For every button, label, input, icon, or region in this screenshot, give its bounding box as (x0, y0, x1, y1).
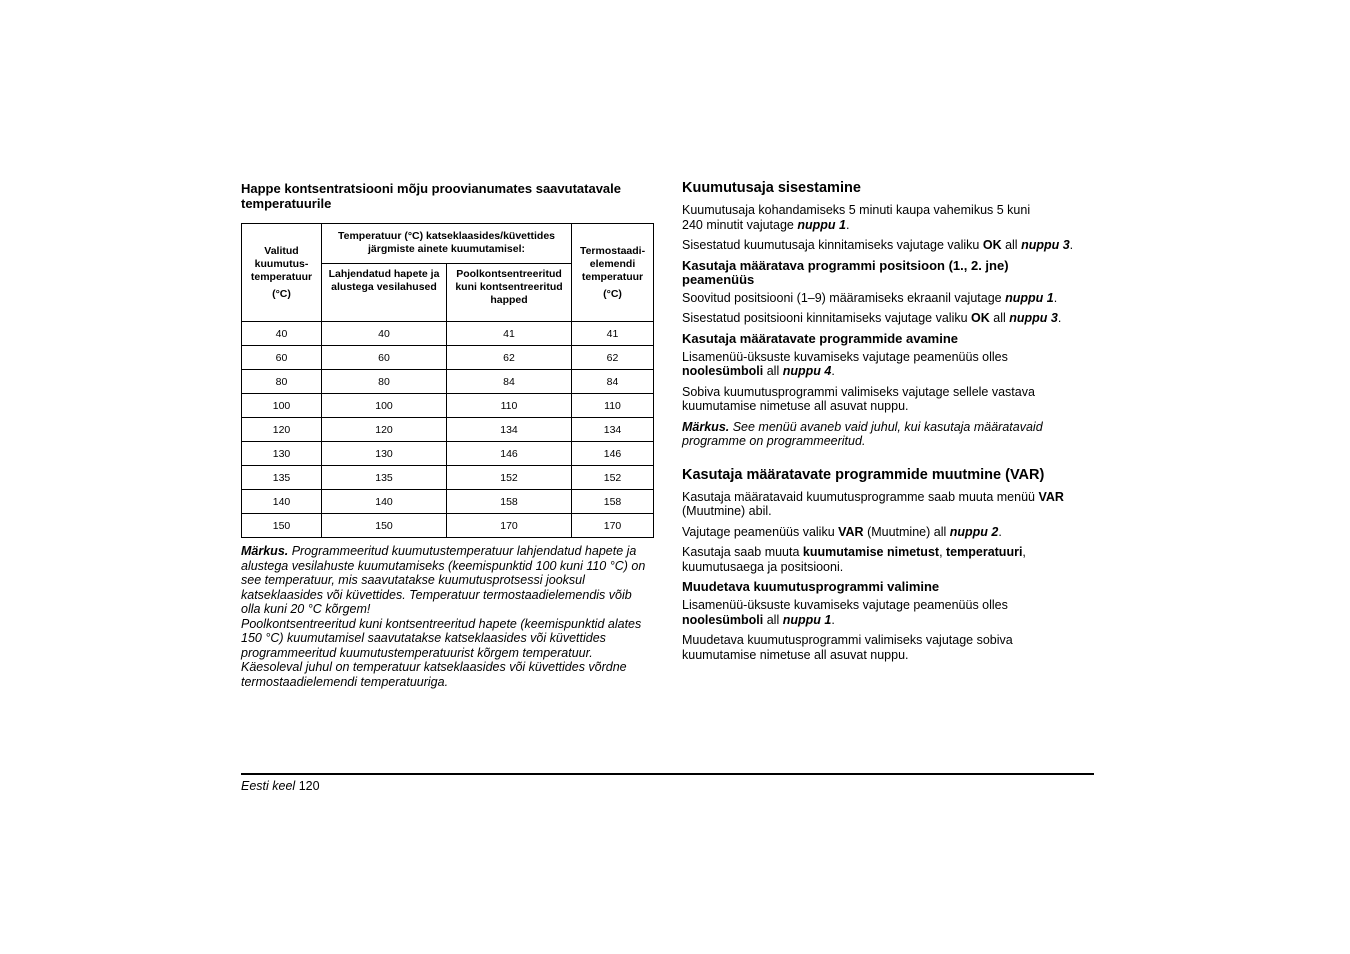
table-cell: 62 (572, 346, 654, 370)
para-open-1: Lisamenüü-üksuste kuvamiseks vajutage peamenüüs olles noolesümboli all nuppu 4. (682, 349, 1008, 378)
table-cell: 80 (322, 370, 447, 394)
table-cell: 140 (242, 490, 322, 514)
table-cell: 150 (322, 514, 447, 538)
header-group: Temperatuur (°C) katseklaasides/küvettides järgmiste ainete kuumutamisel: (322, 224, 572, 264)
table-cell: 135 (322, 466, 447, 490)
table-cell: 110 (572, 394, 654, 418)
heading-var: Kasutaja määratavate programmide muutmine (VAR) (682, 466, 1045, 483)
para-sel-2: Muudetava kuumutusprogrammi valimiseks vajutage sobiva kuumutamise nimetuse all asuvat nuppu. (682, 633, 1013, 662)
table-cell: 100 (322, 394, 447, 418)
table-cell: 41 (447, 322, 572, 346)
table-row (242, 322, 654, 346)
table-title: Happe kontsentratsiooni mõju proovianumates saavutatavale temperatuurile (241, 181, 621, 211)
para-time-2: Sisestatud kuumutusaja kinnitamiseks vajutage valiku OK all nuppu 3. (682, 238, 1074, 252)
table-cell: 158 (572, 490, 654, 514)
table-cell: 120 (242, 418, 322, 442)
para-pos-2: Sisestatud positsiooni kinnitamiseks vajutage valiku OK all nuppu 3. (682, 311, 1062, 325)
table-cell: 158 (447, 490, 572, 514)
table-cell: 60 (322, 346, 447, 370)
table-cell: 134 (447, 418, 572, 442)
heading-select-program: Muudetava kuumutusprogrammi valimine (682, 579, 940, 594)
table-cell: 100 (242, 394, 322, 418)
para-time-1: Kuumutusaja kohandamiseks 5 minuti kaupa vahemikus 5 kuni 240 minutit vajutage nuppu 1. (682, 203, 1031, 232)
heading-heating-time: Kuumutusaja sisestamine (682, 180, 861, 196)
header-selected-temp: Valitud kuumutus- temperatuur (°C) (242, 224, 322, 322)
table-cell: 152 (447, 466, 572, 490)
para-var-2: Vajutage peamenüüs valiku VAR (Muutmine) all nuppu 2. (682, 524, 1002, 539)
table-row (242, 370, 654, 394)
table-cell: 40 (322, 322, 447, 346)
para-pos-1: Soovitud positsiooni (1–9) määramiseks ekraanil vajutage nuppu 1. (682, 290, 1058, 305)
table-row (242, 346, 654, 370)
table-cell: 130 (242, 442, 322, 466)
table-cell: 40 (242, 322, 322, 346)
table-cell: 110 (447, 394, 572, 418)
heading-position: Kasutaja määratava programmi positsioon (1., 2. jne) peamenüüs (682, 257, 1009, 287)
page-footer (241, 779, 320, 793)
table-cell: 140 (322, 490, 447, 514)
table-cell: 146 (572, 442, 654, 466)
para-var-1: Kasutaja määratavaid kuumutusprogramme saab muuta menüü VAR (Muutmine) abil. (682, 489, 1064, 518)
header-dilute: Lahjendatud hapete ja alustega vesilahused (322, 264, 447, 322)
table-cell: 84 (572, 370, 654, 394)
table-row (242, 466, 654, 490)
table-cell: 135 (242, 466, 322, 490)
table-cell: 150 (242, 514, 322, 538)
table-cell: 62 (447, 346, 572, 370)
para-open-2: Sobiva kuumutusprogrammi valimiseks vajutage sellele vastava kuumutamise nimetuse all asuvat nuppu. (682, 384, 1035, 413)
para-var-3: Kasutaja saab muuta kuumutamise nimetust, temperatuuri, kuumutusaega ja positsiooni. (682, 545, 1026, 574)
table-row (242, 442, 654, 466)
header-concentrated: Poolkontsentreeritud kuni kontsentreeritud happed (447, 264, 572, 322)
table-cell: 80 (242, 370, 322, 394)
footer-divider (241, 773, 1094, 775)
table-cell: 60 (242, 346, 322, 370)
table-note: Märkus. Programmeeritud kuumutustemperatuur lahjendatud hapete ja alustega vesilahuste kuumutamiseks (keemispunktid 100 kuni 110 °C) on see temperatuur, mis saavutatakse kuumutusprotsessi jooksul katseklaasides või küvettides. Temperatuur termostaadielemendis võib olla kuni 20 °C kõrgem! Poolkontsentreeritud kuni kontsentreeritud hapete (keemispunktid alates 150 °C) kuumutamisel saavutatakse katseklaasides või küvettides programmeeritud kuumutustemperatuurist kõrgem temperatuur. Käesoleval juhul on temperatuur katseklaasides või küvettides võrdne termostaadielemendi temperatuuriga. (241, 544, 646, 689)
heading-open-programs: Kasutaja määratavate programmide avamine (682, 330, 959, 346)
table-cell: 170 (447, 514, 572, 538)
page-number: 120 (298, 779, 320, 793)
table-row (242, 514, 654, 538)
para-sel-1: Lisamenüü-üksuste kuvamiseks vajutage peamenüüs olles noolesümboli all nuppu 1. (682, 598, 1008, 627)
right-column (682, 180, 1094, 668)
table-cell: 170 (572, 514, 654, 538)
table-cell: 41 (572, 322, 654, 346)
table-row (242, 490, 654, 514)
table-row (242, 418, 654, 442)
note-open: Märkus. See menüü avaneb vaid juhul, kui kasutaja määratavaid programme on programmeeritud. (682, 419, 1043, 448)
temperature-table (241, 223, 654, 538)
footer-language: Eesti keel (241, 779, 296, 793)
table-body (242, 322, 654, 538)
table-cell: 130 (322, 442, 447, 466)
table-cell: 120 (322, 418, 447, 442)
table-cell: 134 (572, 418, 654, 442)
table-cell: 146 (447, 442, 572, 466)
left-column (241, 181, 653, 689)
table-row (242, 394, 654, 418)
table-cell: 84 (447, 370, 572, 394)
header-thermostat-temp: Termostaadi- elemendi temperatuur (°C) (572, 224, 654, 322)
table-cell: 152 (572, 466, 654, 490)
